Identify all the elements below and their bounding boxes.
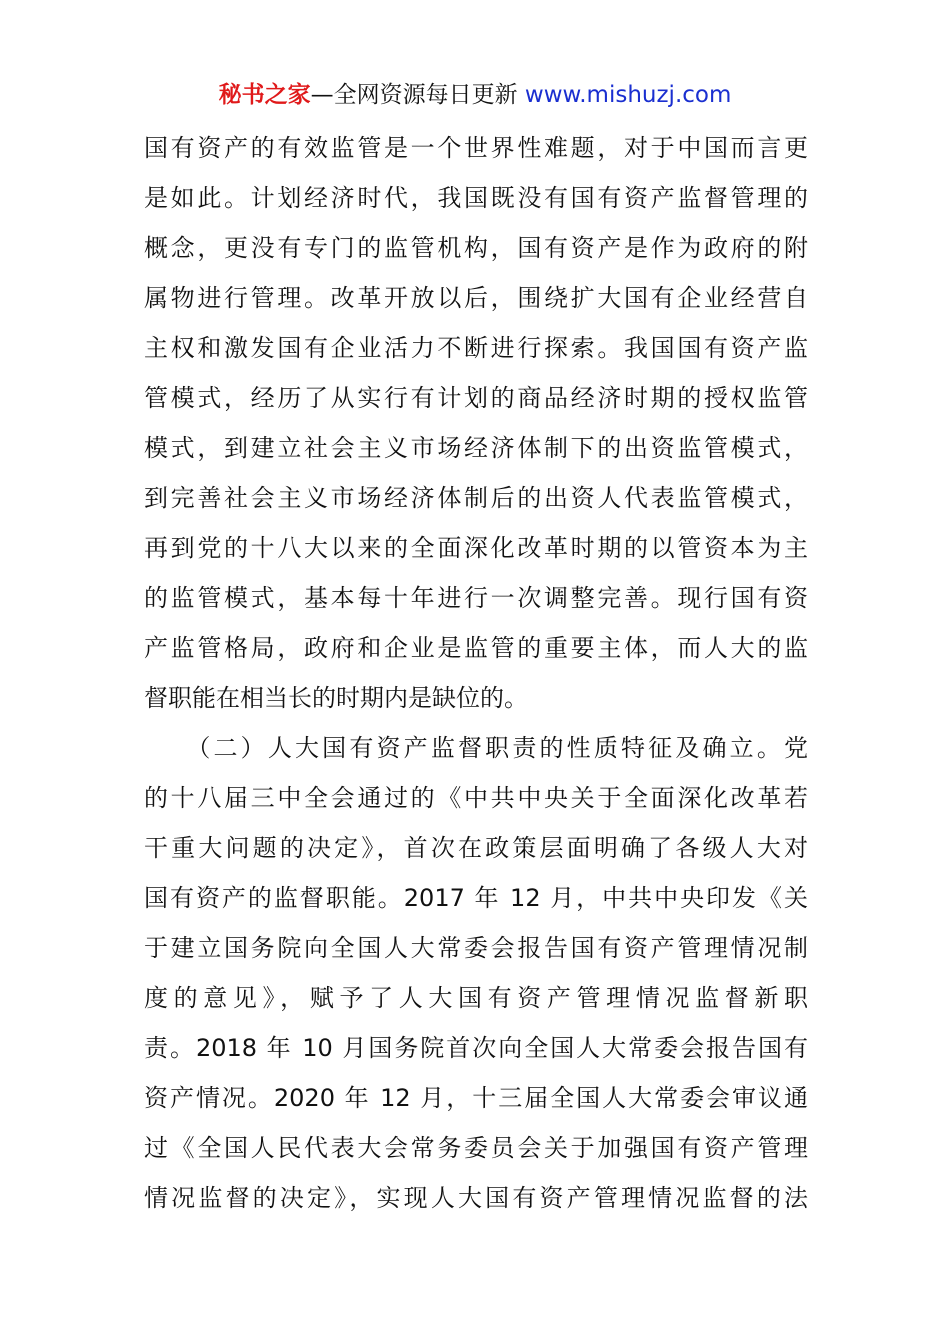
text-line: 度的意见》，赋予了人大国有资产管理情况监督新职 — [144, 984, 808, 1012]
header-tagline: —全网资源每日更新 — [310, 82, 525, 108]
text-line: 主权和激发国有企业活力不断进行探索。我国国有资产监 — [144, 334, 808, 362]
text-line: 责。2018 年 10 月国务院首次向全国人大常委会报告国有 — [144, 1034, 808, 1062]
text-line: 于建立国务院向全国人大常委会报告国有资产管理情况制 — [144, 934, 808, 962]
text-line: 属物进行管理。改革开放以后，围绕扩大国有企业经营自 — [144, 284, 808, 312]
text-line: 干重大问题的决定》，首次在政策层面明确了各级人大对 — [144, 834, 808, 862]
text-line: 的十八届三中全会通过的《中共中央关于全面深化改革若 — [144, 784, 808, 812]
document-body — [144, 128, 808, 1228]
page-header — [0, 78, 950, 112]
text-line: 再到党的十八大以来的全面深化改革时期的以管资本为主 — [144, 534, 808, 562]
text-line: 模式，到建立社会主义市场经济体制下的出资监管模式， — [144, 434, 808, 462]
text-line: 概念，更没有专门的监管机构，国有资产是作为政府的附 — [144, 234, 808, 262]
text-line: 到完善社会主义市场经济体制后的出资人代表监管模式， — [144, 484, 808, 512]
text-line: 国有资产的监督职能。2017 年 12 月，中共中央印发《关 — [144, 884, 808, 912]
text-line: 国有资产的有效监管是一个世界性难题，对于中国而言更 — [144, 134, 808, 162]
text-line: 情况监督的决定》，实现人大国有资产管理情况监督的法 — [144, 1184, 808, 1212]
text-line: 资产情况。2020 年 12 月，十三届全国人大常委会审议通 — [144, 1084, 808, 1112]
section-heading-line: （二）人大国有资产监督职责的性质特征及确立。党 — [144, 734, 808, 762]
text-line: 的监管模式，基本每十年进行一次调整完善。现行国有资 — [144, 584, 808, 612]
text-line: 过《全国人民代表大会常务委员会关于加强国有资产管理 — [144, 1134, 808, 1162]
text-line: 产监管格局，政府和企业是监管的重要主体，而人大的监 — [144, 634, 808, 662]
brand-name: 秘书之家 — [218, 82, 311, 108]
text-line: 是如此。计划经济时代，我国既没有国有资产监督管理的 — [144, 184, 808, 212]
text-line: 管模式，经历了从实行有计划的商品经济时期的授权监管 — [144, 384, 808, 412]
site-url: www.mishuzj.com — [524, 82, 732, 108]
paragraph-end-line: 督职能在相当长的时期内是缺位的。 — [144, 684, 528, 712]
